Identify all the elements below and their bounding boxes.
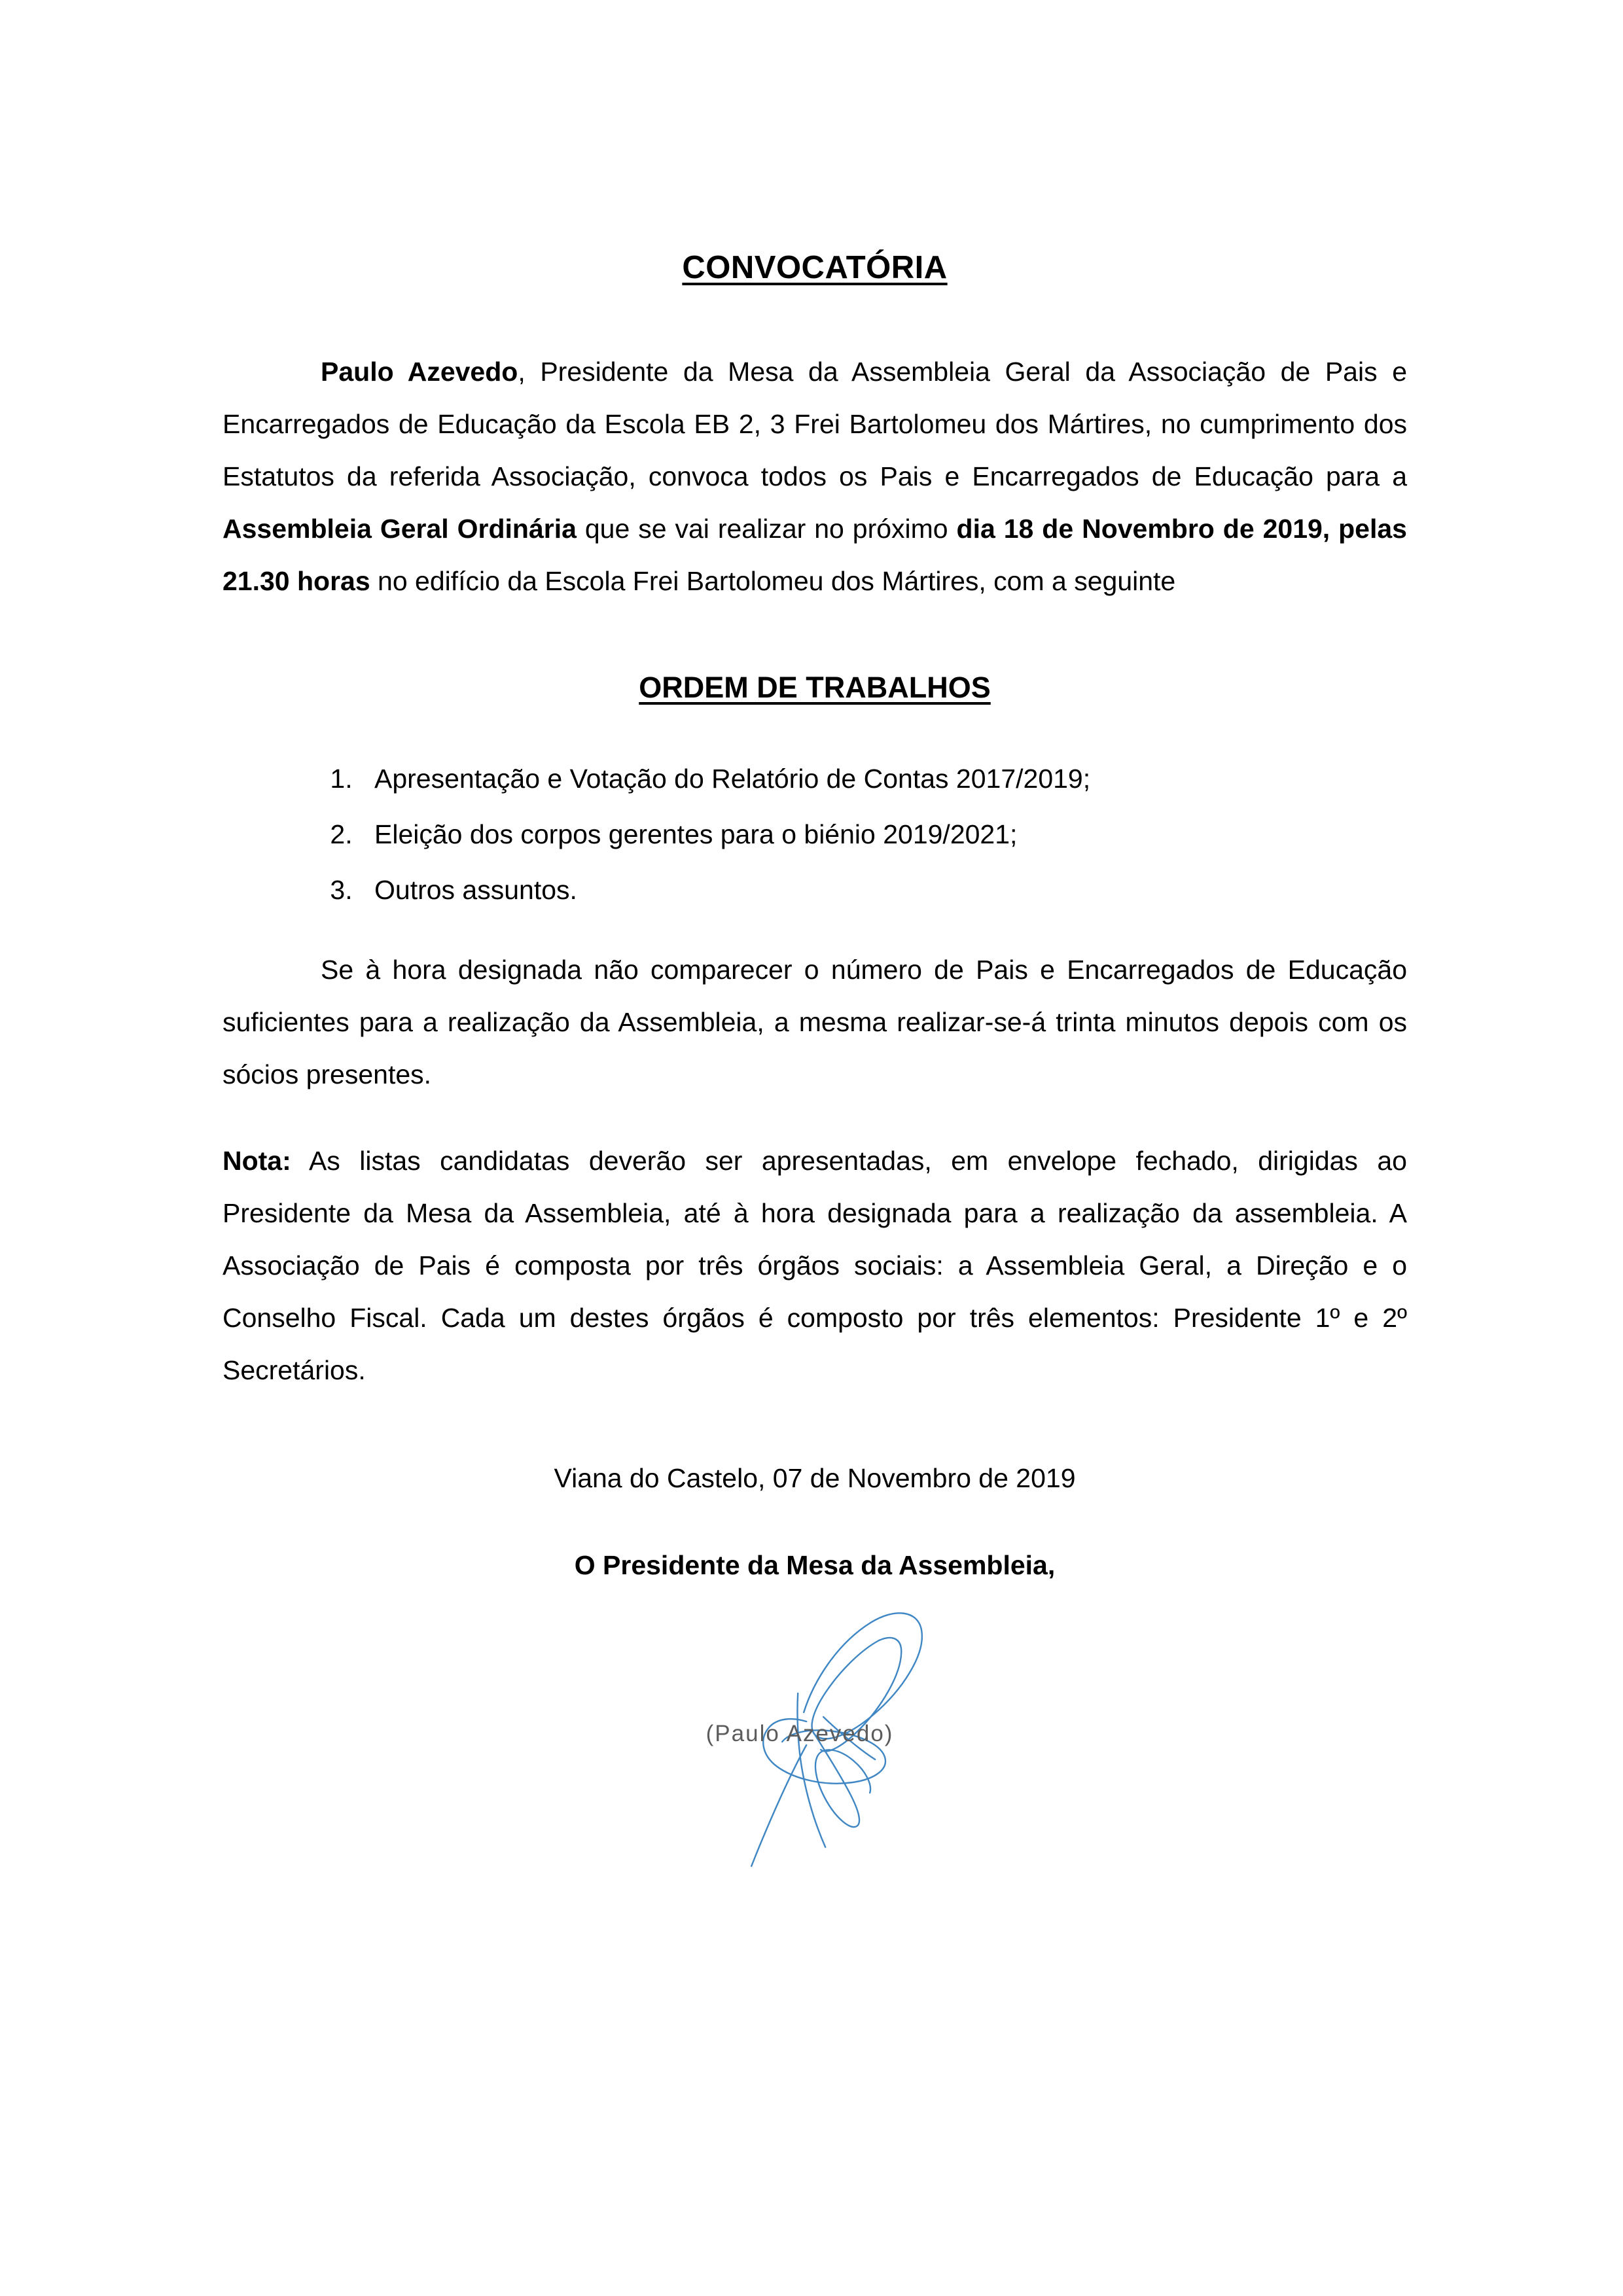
assembly-type-inline: Assembleia Geral Ordinária — [223, 513, 577, 544]
meeting-datetime-inline: dia 18 de Novembro de 2019, pelas 21.30 horas — [223, 513, 1407, 596]
signature-block — [223, 1593, 1407, 1867]
intro-paragraph — [223, 346, 1407, 608]
signature-heading: O Presidente da Mesa da Assembleia, — [574, 1550, 1056, 1581]
agenda-list — [223, 755, 1407, 914]
note-paragraph — [223, 1135, 1407, 1397]
list-item: 2. Eleição dos corpos gerentes para o biénio 2019/2021; — [360, 811, 1407, 858]
intro-part-2: que se vai realizar no próximo — [576, 513, 957, 544]
page-title — [223, 249, 1407, 287]
agenda-heading — [223, 670, 1407, 705]
page-title-text: CONVOCATÓRIA — [682, 250, 948, 285]
quorum-paragraph: Se à hora designada não comparecer o número de Pais e Encarregados de Educação suficientes para a realização da Assembleia, a mesma realizar-se-á trinta minutos depois com os sócios presentes. — [223, 955, 1407, 1090]
signature-name: (Paulo Azevedo) — [705, 1720, 894, 1746]
agenda-heading-text: ORDEM DE TRABALHOS — [639, 671, 991, 705]
list-item: 1. Apresentação e Votação do Relatório de Contas 2017/2019; — [360, 755, 1407, 803]
list-item: 3. Outros assuntos. — [360, 866, 1407, 914]
intro-part-1: , Presidente da Mesa da Assembleia Geral da Associação de Pais e Encarregados de Educação da Escola EB 2, 3 Frei Bartolomeu dos Mártires, no cumprimento dos Estatutos da referida Associação, convoca todos os Pais e Encarregados de Educação para a — [223, 356, 1407, 491]
note-text: As listas candidatas deverão ser apresentadas, em envelope fechado, dirigidas ao Presidente da Mesa da Assembleia, até à hora designada para a realização da assembleia. A Associação de Pais é composta por três órgãos sociais: a Assembleia Geral, a Direção e o Conselho Fiscal. Cada um destes órgãos é composto por três elementos: Presidente 1º e 2º Secretários. — [223, 1146, 1407, 1385]
document-content — [223, 249, 1407, 1867]
note-label: Nota: — [223, 1146, 291, 1176]
intro-part-3: no edifício da Escola Frei Bartolomeu dos Mártires, com a seguinte — [370, 565, 1176, 596]
place-and-date: Viana do Castelo, 07 de Novembro de 2019 — [554, 1462, 1076, 1493]
signer-name-inline: Paulo Azevedo — [321, 356, 518, 387]
